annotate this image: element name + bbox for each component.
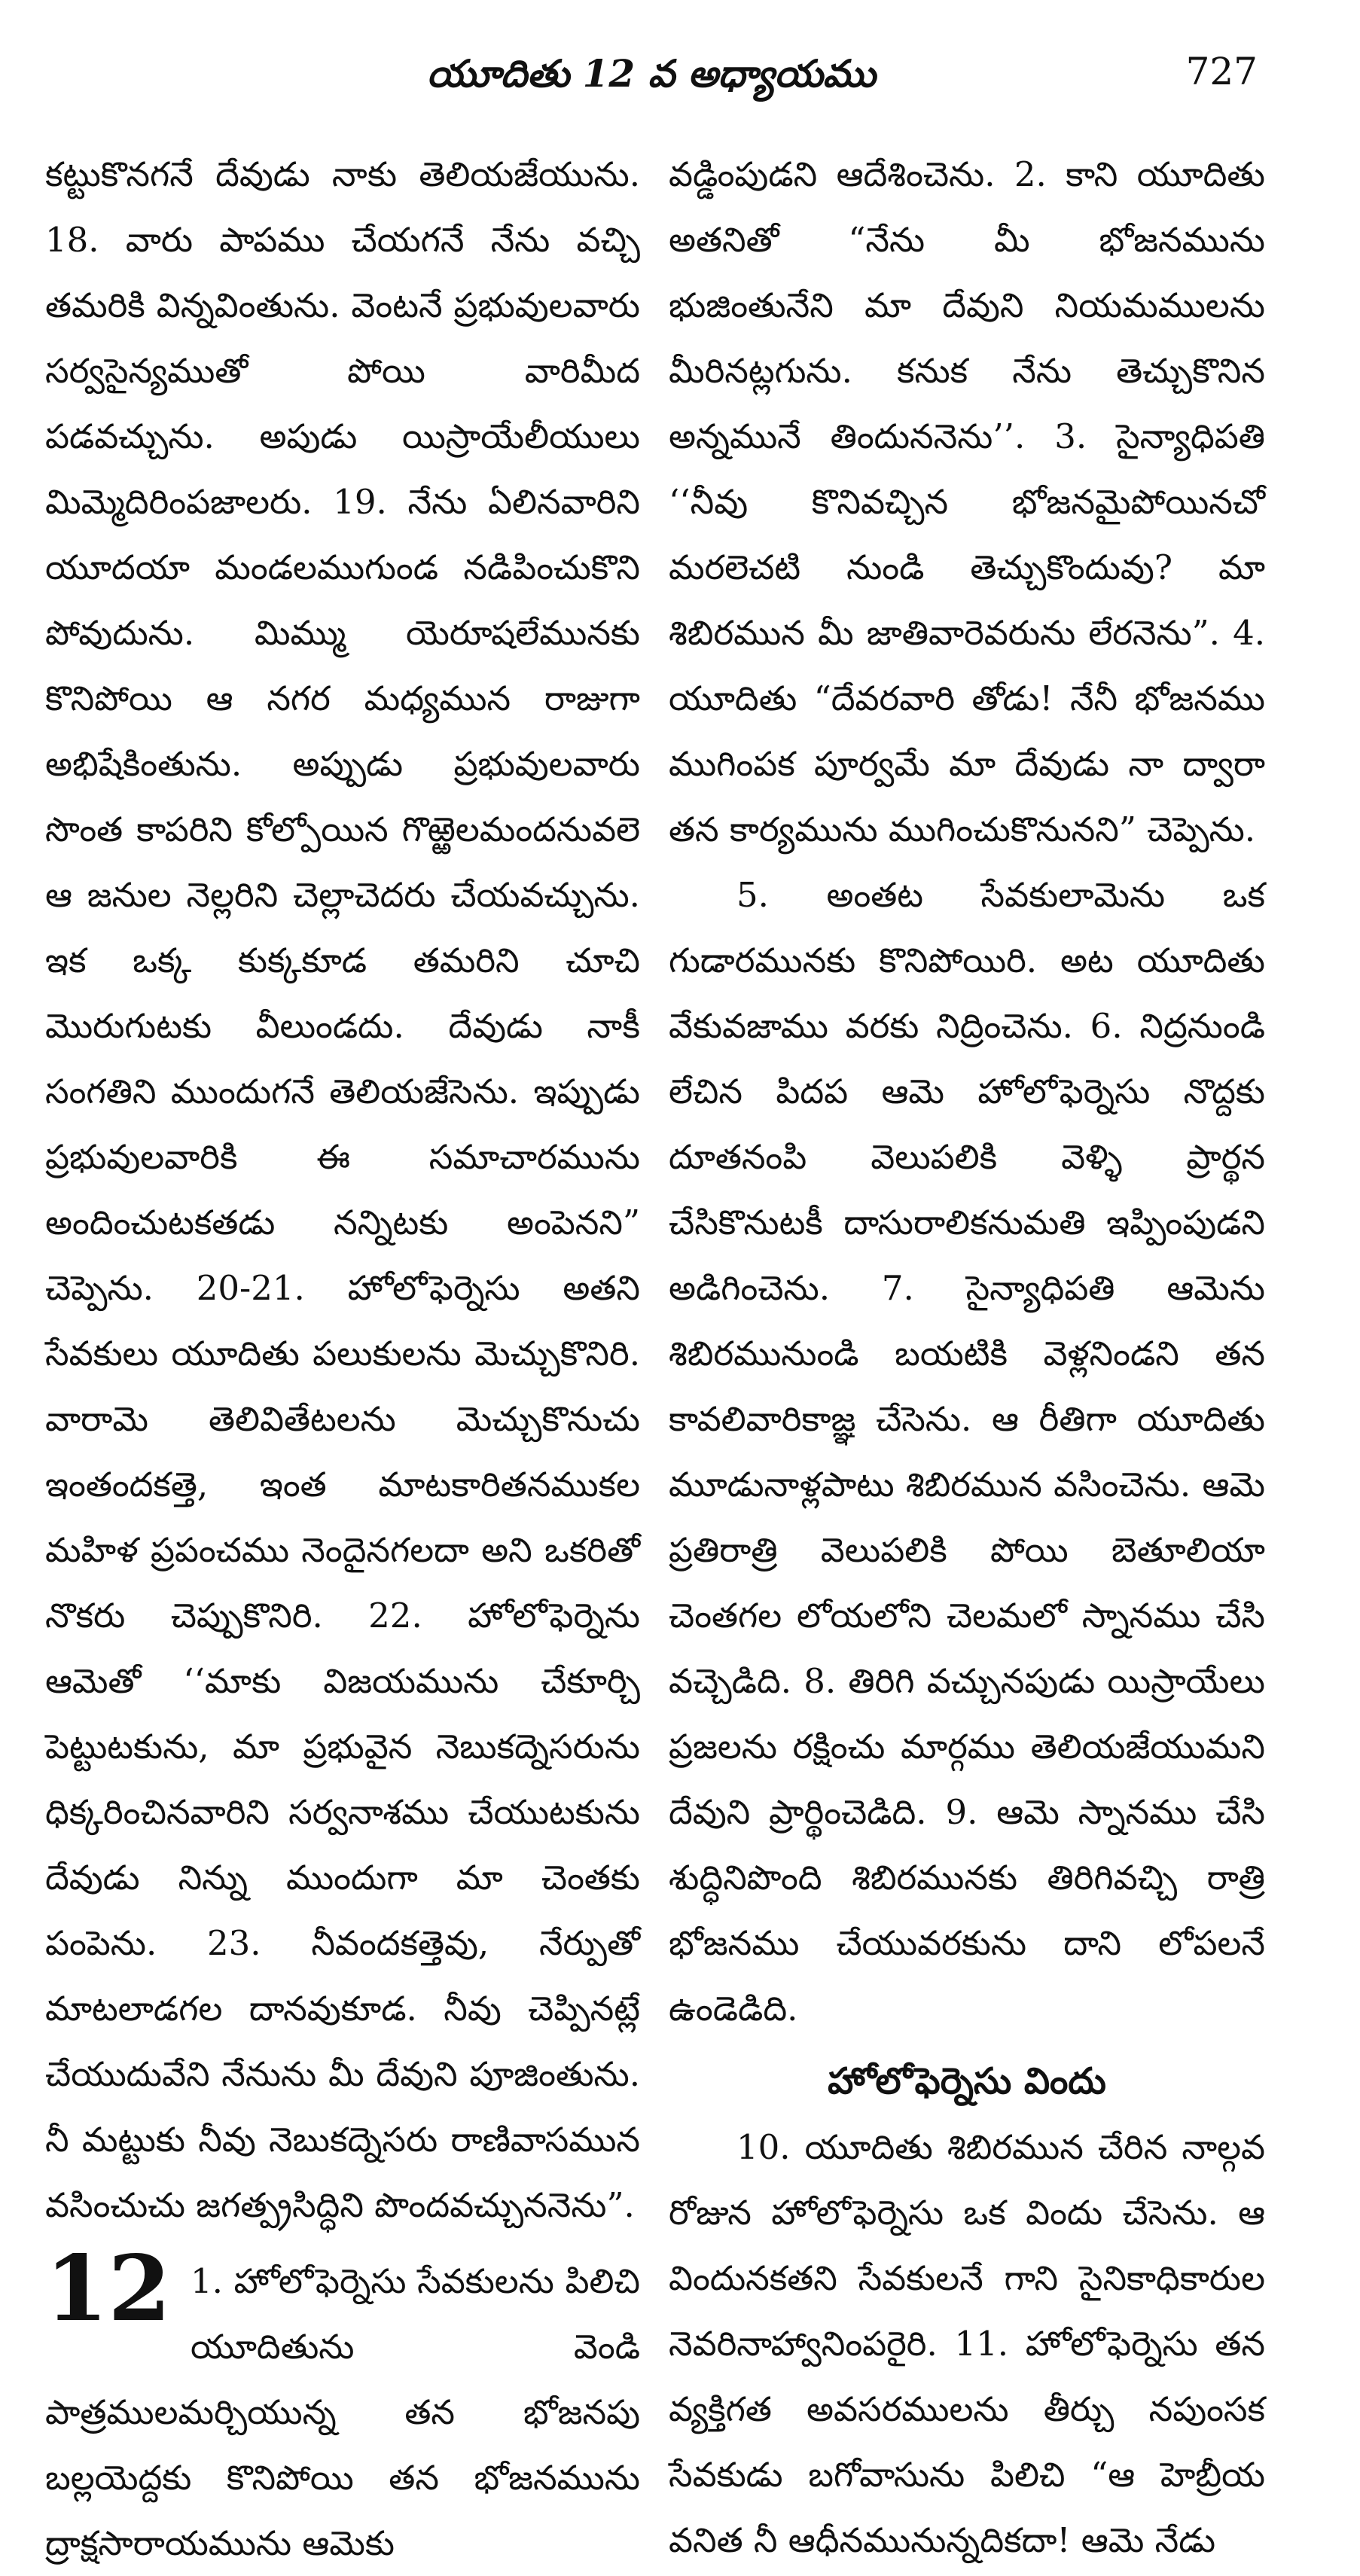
verse-paragraph: 5. అంతట సేవకులామెను ఒక గుడారమునకు కొనిపోయిరి. అట యూదితు వేకువజాము వరకు నిద్రించెను. 6. నిద్రనుండి లేచిన పిదప ఆమె హోలోఫెర్నెసు నొద్దకు దూతనంపి వెలుపలికి వెళ్ళి ప్రార్థన చేసికొనుటకీ దాసురాలికనుమతి ఇప్పింపుడని అడిగించెను. 7. సైన్యాధిపతి ఆమెను శిబిరమునుండి బయటికి వెళ్లనిండని తన కావలివారికాజ్ఞ చేసెను. ఆ రీతిగా యూదితు మూడునాళ్లపాటు శిబిరమున వసించెను. ఆమె ప్రతిరాత్రి వెలుపలికి పోయి బెతూలియా చెంతగల లోయలోని చెలమలో స్నానము చేసి వచ్చెడిది. 8. తిరిగి వచ్చునపుడు యిస్రాయేలు ప్రజలను రక్షించు మార్గము తెలియజేయుమని దేవుని ప్రార్థించెడిది. 9. ఆమె స్నానము చేసి శుద్ధినిపొంది శిబిరమునకు తిరిగివచ్చి రాత్రి భోజనము చేయువరకును దాని లోపలనే ఉండెడిది.: [669, 875, 1265, 2029]
verse-paragraph: 10. యూదితు శిబిరమున చేరిన నాల్గవ రోజున హోలోఫెర్నెసు ఒక విందు చేసెను. ఆ విందునకతని సేవకులనే గాని సైనికాధికారుల నెవరినాహ్వానింపరైరి. 11. హోలోఫెర్నెసు తన వ్యక్తిగత అవసరములను తీర్చు నపుంసక సేవకుడు బగోవాసును పిలిచి “ఆ హెబ్రీయ వనిత నీ ఆధీనమునున్నదికదా! ఆమె నేడు: [669, 2127, 1265, 2560]
verse-paragraph: 1. హోలోఫెర్నెసు సేవకులను పిలిచి యూదితును వెండి పాత్రములమర్చియున్న తన భోజనపు బల్లయెద్దకు కొనిపోయి తన భోజనమును ద్రాక్షసారాయమును ఆమెకు: [45, 2261, 640, 2563]
page-header: [45, 30, 1258, 113]
left-column: [45, 142, 640, 2576]
chapter-number: 12: [45, 2236, 171, 2342]
verse-paragraph: వడ్డింపుడని ఆదేశించెను. 2. కాని యూదితు అతనితో “నేను మీ భోజనమును భుజింతునేని మా దేవుని నియమములను మీరినట్లగును. కనుక నేను తెచ్చుకొనిన అన్నమునే తిందుననెను’’. 3. సైన్యాధిపతి ‘‘నీవు కొనివచ్చిన భోజనమైపోయినచో మరలెచటి నుండి తెచ్చుకొందువు? మా శిబిరమున మీ జాతివారెవరును లేరనెను”. 4. యూదితు “దేవరవారి తోడు! నేనీ భోజనము ముగింపక పూర్వమే మా దేవుడు నా ద్వారా తన కార్యమును ముగించుకొనునని” చెప్పెను.: [669, 154, 1265, 849]
verse-paragraph: కట్టుకొనగనే దేవుడు నాకు తెలియజేయును. 18. వారు పాపము చేయగనే నేను వచ్చి తమరికి విన్నవింతును. వెంటనే ప్రభువులవారు సర్వసైన్యముతో పోయి వారిమీద పడవచ్చును. అపుడు యిస్రాయేలీయులు మిమ్మెదిరింపజాలరు. 19. నేను ఏలినవారిని యూదయా మండలముగుండ నడిపించుకొని పోవుదును. మిమ్ము యెరూషలేమునకు కొనిపోయి ఆ నగర మధ్యమున రాజుగా అభిషేకింతును. అప్పుడు ప్రభువులవారు సొంత కాపరిని కోల్పోయిన గొఱ్ఱెలమందనువలె ఆ జనుల నెల్లరిని చెల్లాచెదరు చేయవచ్చును. ఇక ఒక్క కుక్కకూడ తమరిని చూచి మొరుగుటకు వీలుండదు. దేవుడు నాకీ సంగతిని ముందుగనే తెలియజేసెను. ఇప్పుడు ప్రభువులవారికి ఈ సమాచారమును అందించుటకతడు నన్నిటకు అంపెనని” చెప్పెను. 20-21. హోలోఫెర్నెసు అతని సేవకులు యూదితు పలుకులను మెచ్చుకొనిరి. వారామె తెలివితేటలను మెచ్చుకొనుచు ఇంతందకత్తె, ఇంత మాటకారితనముకల మహిళ ప్రపంచము నెందైనగలదా అని ఒకరితో నొకరు చెప్పుకొనిరి. 22. హోలోఫెర్నెను ఆమెతో ‘‘మాకు విజయమును చేకూర్చి పెట్టుటకును, మా ప్రభువైన నెబుకద్నెసరును ధిక్కరించినవారిని సర్వనాశము చేయుటకును దేవుడు నిన్ను ముందుగా మా చెంతకు పంపెను. 23. నీవందకత్తెవు, నేర్పుతో మాటలాడగల దానవుకూడ. నీవు చెప్పినట్లే చేయుదువేని నేనును మీ దేవుని పూజింతును. నీ మట్టుకు నీవు నెబుకద్నెసరు రాణివాసమున వసించుచు జగత్ప్రసిద్ధిని పొందవచ్చుననెను”.: [45, 154, 640, 2225]
page-number: 727: [1185, 50, 1258, 93]
chapter-start-paragraph: [45, 2236, 640, 2576]
section-heading: హోలోఫెర్నెసు విందు: [828, 2060, 1106, 2102]
running-title: యూదితు 12 వ అధ్యాయము: [427, 51, 876, 96]
right-column: [669, 142, 1265, 2573]
